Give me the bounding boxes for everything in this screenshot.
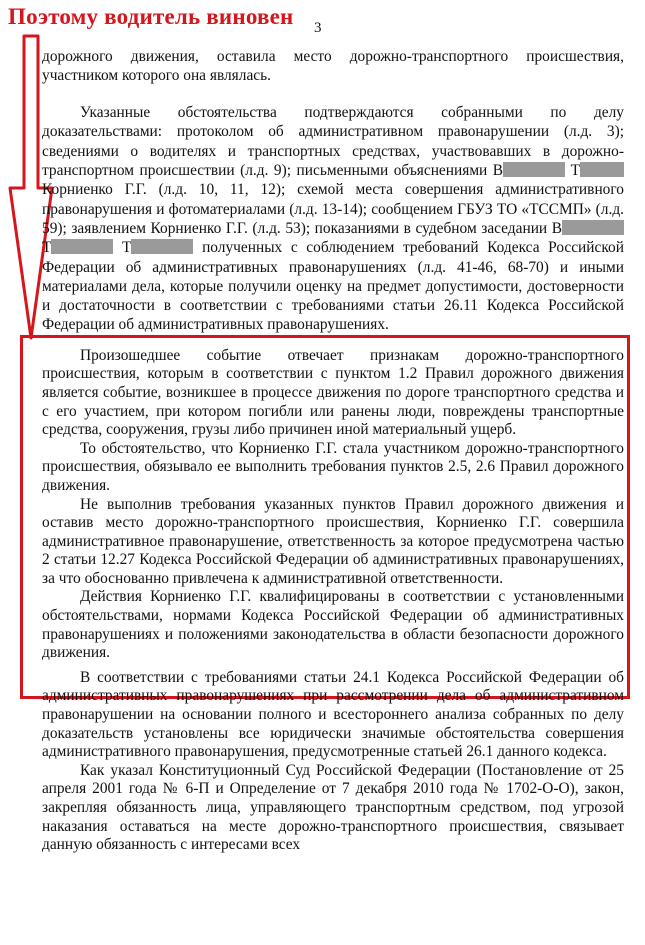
redaction-letter: В [492, 162, 504, 180]
redacted-name [131, 239, 193, 254]
paragraph-2 [42, 103, 624, 335]
redaction-letter: Т [42, 239, 52, 257]
redaction-letter: Т [122, 239, 132, 257]
redacted-name [580, 162, 624, 177]
paragraph-4: То обстоятельство, что Корниенко Г.Г. стала участником дорожно-транспортного происшествия, обязывало ее выполнить требования пунктов 2.5, 2.6 Правил дорожного движения. [42, 439, 624, 494]
paragraph-5: Не выполнив требования указанных пунктов Правил дорожного движения и оставив место дорожно-транспортного происшествия, Корниенко Г.Г. совершила административное правонарушение, ответственность за которое предусмотрена частью 2 статьи 12.27 Кодекса Российской Федерации об административных правонарушениях, за что обоснованно привлечена к административной ответственности. [42, 495, 624, 587]
document-body [42, 48, 624, 855]
redacted-name [503, 162, 565, 177]
paragraph-2-text-a: Указанные обстоятельства подтверждаются собранными по делу доказательствами: протоколом об административном правонарушении (л.д. 3); сведениями о водителях и транспортных средствах, участвовавших в дорожно-транспортном происшествии (л.д. 9); письменными объяснениями [42, 104, 624, 180]
paragraph-1: дорожного движения, оставила место дорожно-транспортного происшествия, участником которого она являлась. [42, 48, 624, 84]
paragraph-2-text-c: полученных с соблюдением требований Кодекса Российской Федерации об административных правонарушениях (л.д. 41-46, 68-70) и иными материалами дела, которые получили оценку на предмет допустимости, достоверности и достаточности в соответствии с требованиями статьи 26.11 Кодекса Российской Федерации об административных правонарушениях. [42, 239, 624, 334]
redacted-name [562, 220, 624, 235]
paragraph-3: Произошедшее событие отвечает признакам дорожно-транспортного происшествия, которым в соответствии с пунктом 1.2 Правил дорожного движения является событие, возникшее в процессе движения по дороге транспортного средства и с его участием, при котором погибли или ранены люди, повреждены транспортные средства, сооружения, грузы либо причинен иной материальный ущерб. [42, 346, 624, 439]
paragraph-6: Действия Корниенко Г.Г. квалифицированы в соответствии с установленными обстоятельствами, нормами Кодекса Российской Федерации об административных правонарушениях и положениями законодательства в области безопасности дорожного движения. [42, 588, 624, 662]
annotation-headline: Поэтому водитель виновен [8, 4, 294, 29]
paragraph-7: В соответствии с требованиями статьи 24.1 Кодекса Российской Федерации об административных правонарушениях при рассмотрении дела об административном правонарушении на основании полного и всестороннего анализа собранных по делу доказательств установлены все юридически значимые обстоятельства совершения административного правонарушения, предусмотренные статьей 26.1 данного кодекса. [42, 668, 624, 761]
redaction-letter: В [551, 219, 562, 237]
redacted-name [51, 239, 113, 254]
paragraph-2-text-b: Корниенко Г.Г. (л.д. 10, 11, 12); схемой места совершения административного правонарушения и фотоматериалами (л.д. 13-14); сообщением ГБУЗ ТО «ТССМП» (л.д. 59); заявлением Корниенко Г.Г. (л.д. 53); показаниями в судебном заседании [42, 181, 624, 237]
redaction-letter: Т [570, 162, 580, 180]
page-number: 3 [314, 20, 322, 36]
paragraph-8: Как указал Конституционный Суд Российской Федерации (Постановление от 25 апреля 2001 года № 6-П и Определение от 7 декабря 2010 года № 1702-О-О), закон, закрепляя обязанность лица, управляющего транспортным средством, под угрозой наказания оставаться на месте дорожно-транспортного происшествия, связывает данную обязанность с интересами всех [42, 761, 624, 854]
